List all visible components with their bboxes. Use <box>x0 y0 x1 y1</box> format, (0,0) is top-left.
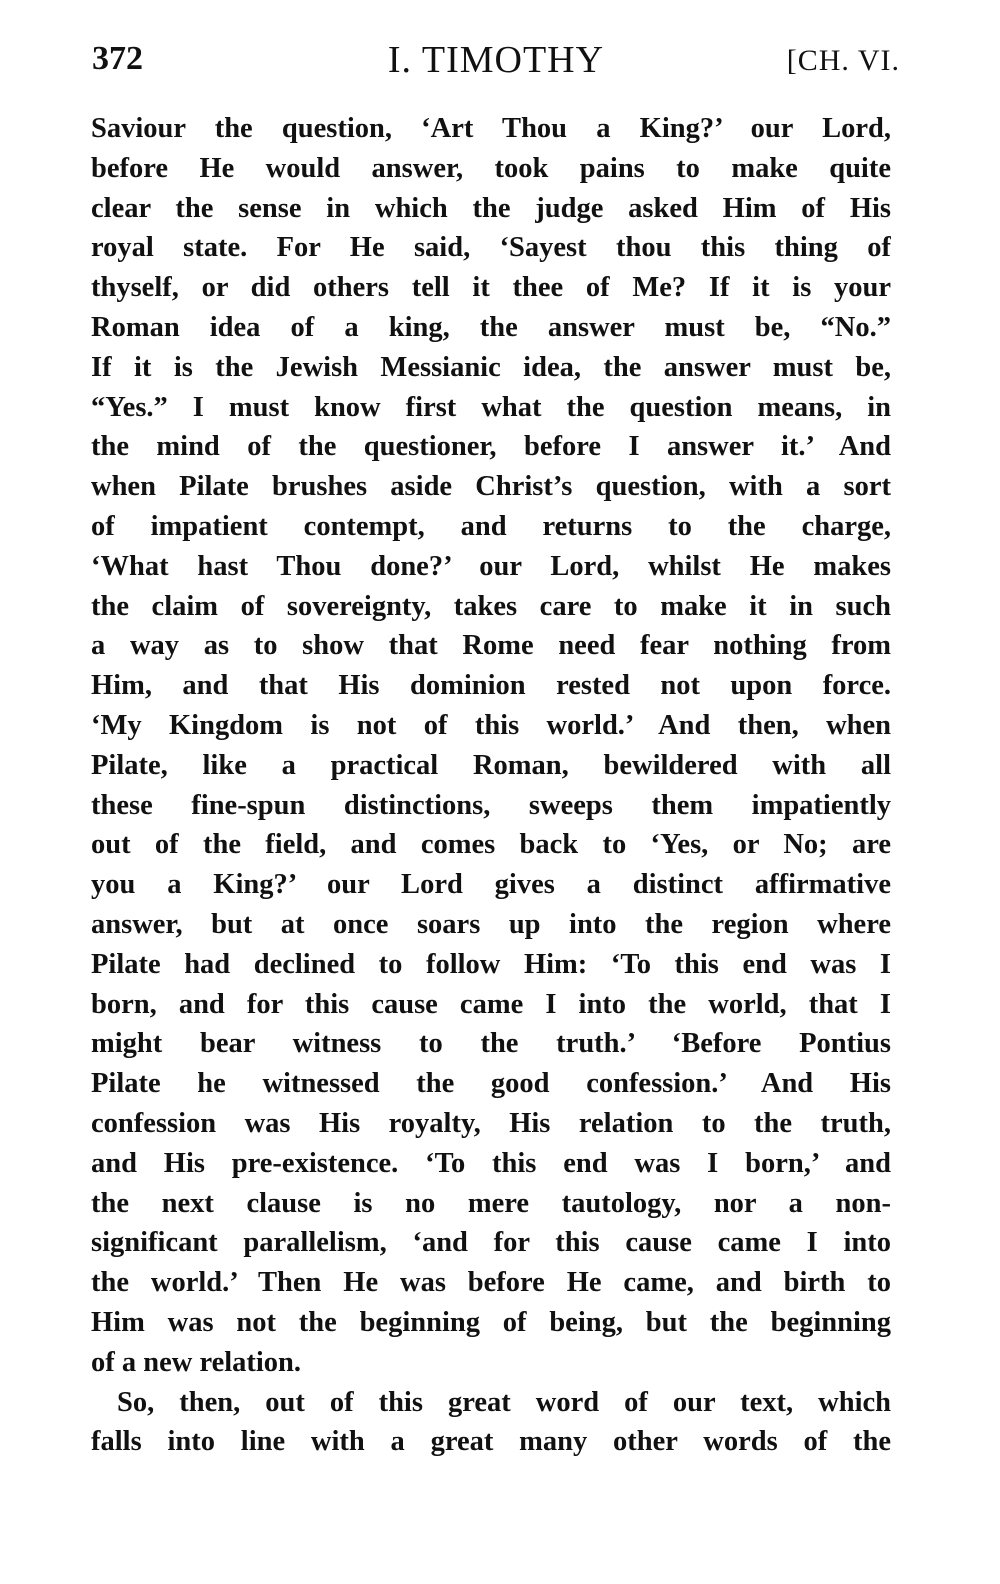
text-line: answer, but at once soars up into the region where <box>91 908 891 940</box>
text-line: Pilate, like a practical Roman, bewildered with all <box>91 749 891 781</box>
text-line: a way as to show that Rome need fear nothing from <box>91 630 891 662</box>
text-line: Saviour the question, ‘Art Thou a King?’ our Lord, <box>91 113 891 144</box>
text-line: the world.’ Then He was before He came, and birth to <box>91 1267 891 1299</box>
text-line: Pilate he witnessed the good confession.’ And His <box>91 1068 891 1100</box>
text-line: the next clause is no mere tautology, nor a non- <box>91 1187 891 1219</box>
page-title: I. TIMOTHY <box>387 39 605 81</box>
text-line: when Pilate brushes aside Christ’s question, with a sort <box>91 471 891 503</box>
text-line: born, and for this cause came I into the world, that I <box>91 988 891 1020</box>
text-line: Roman idea of a king, the answer must be, “No.” <box>91 311 891 343</box>
paragraph-start-line: So, then, out of this great word of our text, which <box>117 1386 891 1418</box>
text-line: you a King?’ our Lord gives a distinct affirmative <box>91 869 891 901</box>
text-line: out of the field, and comes back to ‘Yes, or No; are <box>91 829 891 861</box>
text-line: these fine-spun distinctions, sweeps them impatiently <box>91 789 891 821</box>
text-line: If it is the Jewish Messianic idea, the answer must be, <box>91 351 891 383</box>
chapter-marker: [CH. VI. <box>786 44 900 77</box>
text-line: of impatient contempt, and returns to the charge, <box>91 510 891 542</box>
text-line: might bear witness to the truth.’ ‘Before Pontius <box>91 1028 891 1060</box>
text-line: thyself, or did others tell it thee of Me? If it is your <box>91 272 891 304</box>
text-line: Him, and that His dominion rested not upon force. <box>91 670 891 702</box>
text-line: before He would answer, took pains to make quite <box>91 152 891 184</box>
text-line: Pilate had declined to follow Him: ‘To this end was I <box>91 948 891 980</box>
paragraph-end-line: of a new relation. <box>91 1346 302 1378</box>
text-line: significant parallelism, ‘and for this cause came I into <box>91 1227 891 1259</box>
text-line: the mind of the questioner, before I answer it.’ And <box>91 431 891 463</box>
text-line: ‘My Kingdom is not of this world.’ And then, when <box>91 709 891 741</box>
text-line: clear the sense in which the judge asked Him of His <box>91 192 891 224</box>
text-line: Him was not the beginning of being, but the beginning <box>91 1306 891 1338</box>
text-line: ‘What hast Thou done?’ our Lord, whilst He makes <box>91 550 891 582</box>
running-header <box>92 38 900 86</box>
text-line: the claim of sovereignty, takes care to make it in such <box>91 590 891 622</box>
text-line: royal state. For He said, ‘Sayest thou this thing of <box>91 232 891 264</box>
text-line: “Yes.” I must know first what the question means, in <box>91 391 891 423</box>
page-number: 372 <box>92 40 143 77</box>
text-line: and His pre-existence. ‘To this end was I born,’ and <box>91 1147 891 1179</box>
body-text <box>91 109 891 1462</box>
text-line: confession was His royalty, His relation to the truth, <box>91 1107 891 1139</box>
text-line: falls into line with a great many other words of the <box>91 1426 891 1458</box>
